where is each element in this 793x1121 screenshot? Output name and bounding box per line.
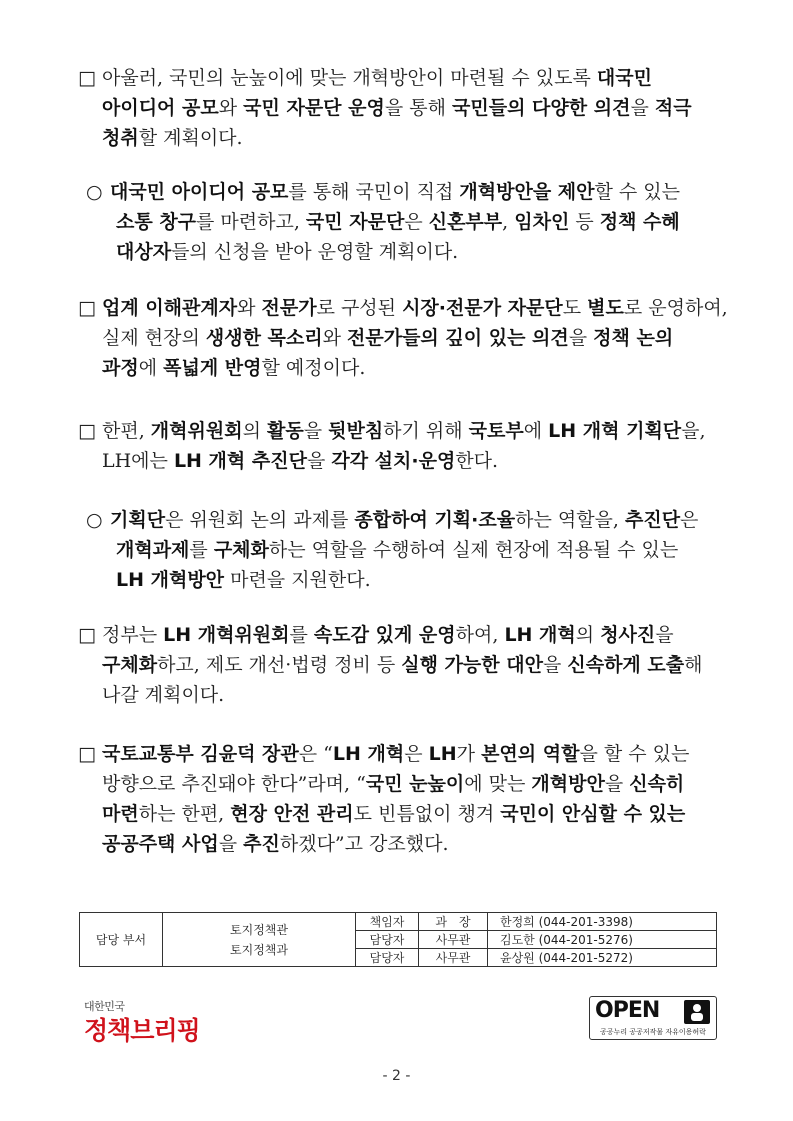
- paragraph: [86, 505, 736, 595]
- paragraph-line: [78, 739, 728, 769]
- bold-text: 과정: [102, 357, 139, 379]
- text: 의: [242, 420, 267, 442]
- logo-small-text: 대한민국: [84, 1000, 125, 1013]
- bold-text: 국민 눈높이: [365, 773, 465, 795]
- bold-text: 구체화: [213, 539, 269, 561]
- paragraph-line: [78, 63, 728, 93]
- text: 아울러, 국민의 눈높이에 맞는 개혁방안이 마련될 수 있도록: [102, 67, 597, 89]
- paragraph: [78, 620, 728, 710]
- text: 하여,: [455, 624, 505, 646]
- text: 은: [680, 509, 699, 531]
- bold-text: LH 개혁 기획단: [548, 420, 682, 442]
- paragraph-line: [86, 535, 736, 565]
- title-cell: 사무관: [419, 931, 488, 949]
- paragraph: [78, 293, 728, 383]
- bold-text: 개혁방안을 제안: [459, 181, 595, 203]
- bold-text: 청사진: [600, 624, 656, 646]
- bold-text: 대국민 아이디어 공모: [110, 181, 289, 203]
- dept-names: [163, 913, 356, 967]
- bold-text: 업계 이해관계자: [102, 297, 238, 319]
- bold-text: LH 개혁방안: [116, 569, 225, 591]
- paragraph-line: [86, 565, 736, 595]
- bold-text: LH 개혁: [504, 624, 576, 646]
- text: 을: [218, 833, 244, 855]
- bold-text: 국민 자문단 운영: [243, 97, 385, 119]
- bold-text: 공공주택 사업: [102, 833, 219, 855]
- bold-text: 마련: [102, 803, 139, 825]
- paragraph-line: [78, 650, 728, 680]
- text: 를 마련하고,: [196, 211, 306, 233]
- open-caption: 공공누리 공공저작물 자유이용허락: [600, 1028, 706, 1036]
- bold-text: LH 개혁위원회: [163, 624, 290, 646]
- text: 를 통해 국민이 직접: [288, 181, 460, 203]
- paragraph-line: [78, 769, 728, 799]
- text: 도 빈틈없이 챙겨: [353, 803, 501, 825]
- name-phone-cell: 김도한 (044-201-5276): [488, 931, 717, 949]
- contact-table: [79, 912, 717, 967]
- bold-text: 현장 안전 관리: [230, 803, 354, 825]
- role-cell: 담당자: [356, 931, 419, 949]
- role-cell: 책임자: [356, 913, 419, 931]
- text: 방향으로 추진돼야 한다”라며, “: [102, 773, 366, 795]
- text: 을: [604, 773, 630, 795]
- policy-briefing-logo: [84, 998, 200, 1047]
- text: 한다.: [455, 450, 499, 472]
- office-name: 토지정책관: [230, 922, 288, 937]
- text: LH에는: [102, 450, 174, 472]
- bold-text: 국토교통부 김윤덕 장관: [102, 743, 299, 765]
- square-bullet-icon: □: [78, 297, 96, 319]
- bold-text: 신속히: [629, 773, 685, 795]
- bold-text: 아이디어 공모: [102, 97, 219, 119]
- paragraph-line: [86, 237, 736, 267]
- paragraph-line: [78, 799, 728, 829]
- paragraph: [78, 739, 728, 859]
- text: 은 “: [298, 743, 333, 765]
- bold-text: 전문가: [261, 297, 317, 319]
- bold-text: 청취: [102, 127, 139, 149]
- bold-text: 실행 가능한 대안: [401, 654, 543, 676]
- bold-text: LH: [428, 743, 457, 765]
- text: 을: [306, 450, 332, 472]
- open-word: OPEN: [595, 998, 660, 1023]
- bold-text: 국민이 안심할 수 있는: [500, 803, 686, 825]
- bold-text: 속도감 있게 운영: [313, 624, 456, 646]
- paragraph: [86, 177, 736, 267]
- circle-bullet-icon: ○: [86, 181, 103, 203]
- text: 하는 역할을 수행하여 실제 현장에 적용될 수 있는: [268, 539, 679, 561]
- name-phone-cell: 윤상원 (044-201-5272): [488, 949, 717, 967]
- text: 을 통해: [384, 97, 453, 119]
- bold-text: 전문가들의 깊이 있는 의견: [347, 327, 569, 349]
- square-bullet-icon: □: [78, 743, 96, 765]
- bold-text: 폭넓게 반영: [163, 357, 262, 379]
- bold-text: 국민 자문단: [305, 211, 405, 233]
- text: 나갈 계획이다.: [102, 684, 225, 706]
- text: 에: [138, 357, 164, 379]
- bold-text: 별도: [587, 297, 624, 319]
- text: 로 구성된: [316, 297, 403, 319]
- text: 을: [655, 624, 674, 646]
- text: 을: [568, 327, 594, 349]
- text: 를: [289, 624, 314, 646]
- bold-text: 각각 설치·운영: [331, 450, 456, 472]
- paragraph-line: [78, 829, 728, 859]
- bold-text: 임차인: [514, 211, 570, 233]
- paragraph-line: [78, 416, 728, 446]
- bold-text: LH 개혁 추진단: [173, 450, 307, 472]
- text: 은: [404, 211, 429, 233]
- bold-text: 국민들의 다양한 의견: [452, 97, 631, 119]
- square-bullet-icon: □: [78, 624, 96, 646]
- text: 할 수 있는: [594, 181, 681, 203]
- text: ,: [502, 211, 515, 233]
- text: 할 예정이다.: [261, 357, 366, 379]
- text: 가: [456, 743, 482, 765]
- text: 은: [404, 743, 429, 765]
- text: 와: [322, 327, 348, 349]
- paragraph-line: [78, 446, 728, 476]
- paragraph-line: [78, 323, 728, 353]
- text: 로 운영하여,: [623, 297, 728, 319]
- text: 은 위원회 논의 과제를: [165, 509, 355, 531]
- bold-text: 개혁위원회: [150, 420, 243, 442]
- bold-text: 본연의 역할: [481, 743, 580, 765]
- text: 할 계획이다.: [138, 127, 243, 149]
- text: 정부는: [102, 624, 164, 646]
- bold-text: 추진: [243, 833, 280, 855]
- paragraph-line: [78, 123, 728, 153]
- text: 에: [523, 420, 549, 442]
- title-cell: 사무관: [419, 949, 488, 967]
- paragraph: [78, 63, 728, 153]
- paragraph-line: [78, 93, 728, 123]
- text: 한편,: [102, 420, 151, 442]
- bold-text: 뒷받침: [328, 420, 384, 442]
- text: 들의 신청을 받아 운영할 계획이다.: [171, 241, 459, 263]
- bold-text: 정책 수혜: [599, 211, 680, 233]
- paragraph-line: [78, 620, 728, 650]
- paragraph-line: [86, 505, 736, 535]
- text: 하겠다”고 강조했다.: [279, 833, 449, 855]
- paragraph-line: [78, 293, 728, 323]
- page-number: - 2 -: [382, 1068, 411, 1084]
- division-name: 토지정책과: [230, 942, 288, 957]
- dept-label: 담당 부서: [80, 913, 163, 967]
- bold-text: 신혼부부: [428, 211, 503, 233]
- text: 와: [218, 97, 244, 119]
- bold-text: 추진단: [624, 509, 681, 531]
- text: 을: [542, 654, 568, 676]
- text: 도: [562, 297, 588, 319]
- bold-text: 구체화: [102, 654, 158, 676]
- bold-text: LH 개혁: [332, 743, 405, 765]
- text: 실제 현장의: [102, 327, 206, 349]
- attribution-icon: [684, 1000, 710, 1024]
- name-phone-cell: 한정희 (044-201-3398): [488, 913, 717, 931]
- bold-text: 소통 창구: [116, 211, 197, 233]
- bold-text: 정책 논의: [593, 327, 674, 349]
- text: 하는 한편,: [138, 803, 231, 825]
- role-cell: 담당자: [356, 949, 419, 967]
- bold-text: 활동: [266, 420, 304, 442]
- text: 하는 역할을,: [515, 509, 625, 531]
- bold-text: 생생한 목소리: [205, 327, 323, 349]
- bold-text: 종합하여 기획·조율: [354, 509, 516, 531]
- bold-text: 신속하게 도출: [567, 654, 685, 676]
- text: 을: [630, 97, 655, 119]
- bold-text: 적극: [654, 97, 692, 119]
- text: 에 맞는: [464, 773, 532, 795]
- bold-text: 시장·전문가 자문단: [402, 297, 563, 319]
- paragraph-line: [78, 680, 728, 710]
- bold-text: 대상자: [116, 241, 172, 263]
- bold-text: 개혁과제: [116, 539, 190, 561]
- text: 등: [569, 211, 600, 233]
- bold-text: 국토부: [468, 420, 524, 442]
- text: 해: [684, 654, 703, 676]
- paragraph-line: [86, 177, 736, 207]
- text: 마련을 지원한다.: [224, 569, 371, 591]
- logo-big-text: [84, 1011, 200, 1047]
- text: 와: [237, 297, 262, 319]
- bold-text: 기획단: [110, 509, 166, 531]
- logo-big-text-value: 정책브리핑: [84, 1016, 200, 1045]
- paragraph-line: [86, 207, 736, 237]
- square-bullet-icon: □: [78, 67, 96, 89]
- bold-text: 개혁방안: [531, 773, 605, 795]
- text: 를: [189, 539, 214, 561]
- paragraph-line: [78, 353, 728, 383]
- text: 의: [575, 624, 601, 646]
- text: 을 할 수 있는: [579, 743, 690, 765]
- text: 하고, 제도 개선·법령 정비 등: [157, 654, 402, 676]
- circle-bullet-icon: ○: [86, 509, 103, 531]
- bold-text: 대국민: [596, 67, 652, 89]
- paragraph: [78, 416, 728, 476]
- square-bullet-icon: □: [78, 420, 96, 442]
- text: 을,: [681, 420, 706, 442]
- text: 하기 위해: [383, 420, 469, 442]
- text: 을: [303, 420, 329, 442]
- kogl-open-logo: [589, 996, 717, 1040]
- title-cell: 과 장: [419, 913, 488, 931]
